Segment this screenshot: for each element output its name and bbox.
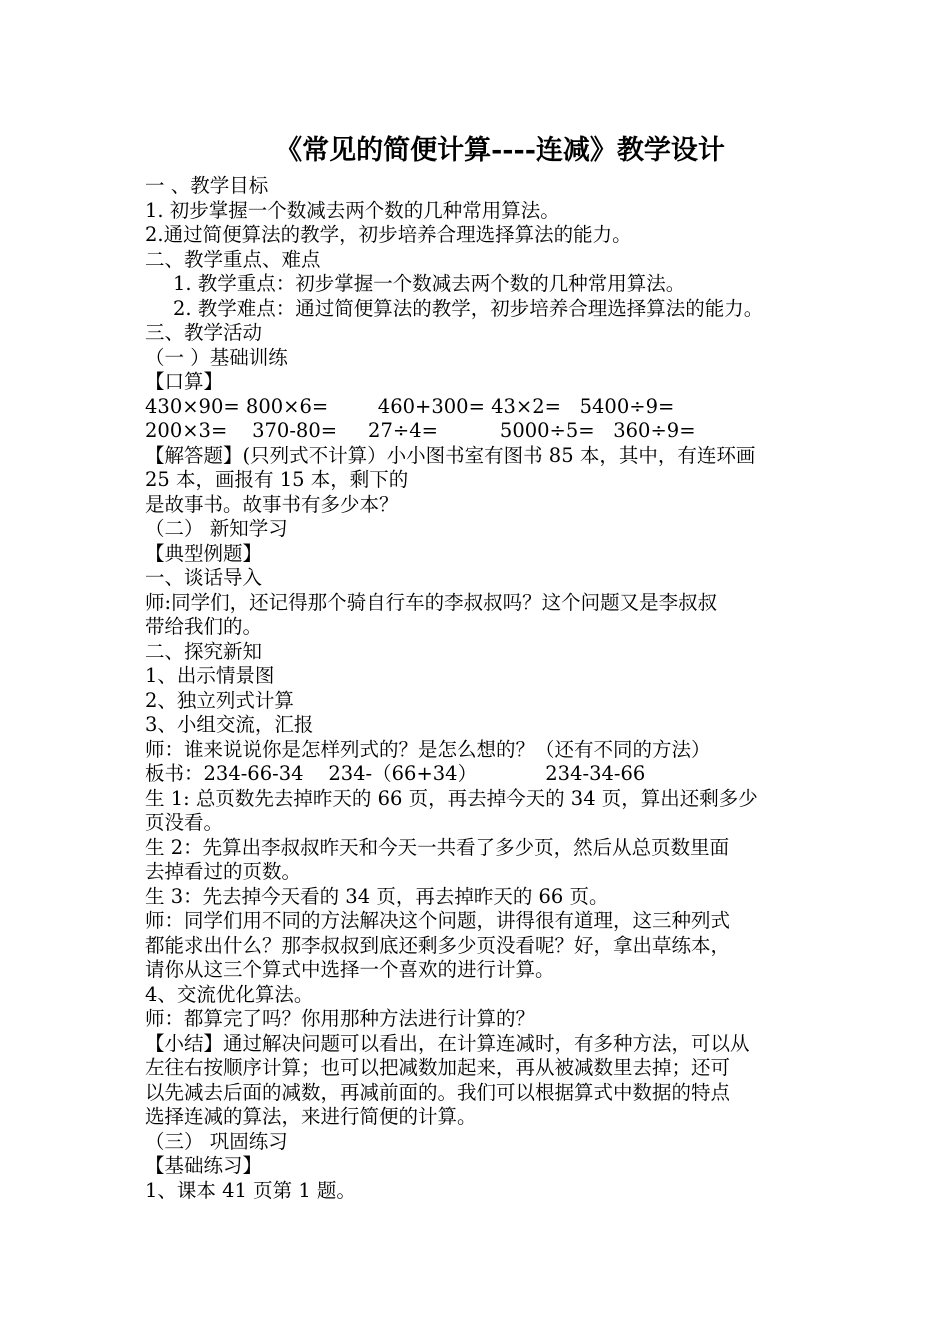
paragraph-line: 请你从这三个算式中选择一个喜欢的进行计算。 — [145, 958, 555, 981]
paragraph-line: 生 1: 总页数先去掉昨天的 66 页，再去掉今天的 34 页，算出还剩多少 — [145, 786, 758, 810]
arithmetic-line: 200×3= 370-80= 27÷4= 5000÷5= 360÷9= — [145, 419, 696, 442]
subsection-heading: （三） 巩固练习 — [145, 1129, 288, 1153]
paragraph-line: 2.通过简便算法的教学，初步培养合理选择算法的能力。 — [145, 223, 632, 246]
subsection-heading: （一 ）基础训练 — [145, 345, 288, 369]
document-body — [145, 174, 835, 1203]
paragraph-line: 1、出示情景图 — [145, 664, 275, 687]
bracket-heading: 【基础练习】 — [145, 1154, 263, 1177]
bracket-heading: 【口算】 — [145, 370, 224, 393]
section-heading: 二、教学重点、难点 — [145, 247, 321, 271]
subsection-heading: （二） 新知学习 — [145, 517, 288, 540]
paragraph-line: 2. 教学难点：通过简便算法的教学，初步培养合理选择算法的能力。 — [173, 296, 764, 320]
paragraph-line: 带给我们的。 — [145, 615, 263, 638]
paragraph-line: 以先减去后面的减数，再减前面的。我们可以根据算式中数据的特点 — [145, 1080, 731, 1104]
paragraph-line: 4、交流优化算法。 — [145, 982, 314, 1006]
bracket-heading: 【典型例题】 — [145, 541, 263, 565]
section-heading: 一、谈话导入 — [145, 566, 263, 589]
paragraph-line: 师：谁来说说你是怎样列式的？是怎么想的？（还有不同的方法） — [145, 737, 711, 761]
paragraph-line: 左往右按顺序计算；也可以把减数加起来，再从被减数里去掉；还可 — [145, 1056, 731, 1079]
paragraph-line: 生 3：先去掉今天看的 34 页，再去掉昨天的 66 页。 — [145, 884, 609, 908]
arithmetic-line: 板书：234-66-34 234-（66+34） 234-34-66 — [145, 762, 646, 785]
section-heading: 三、教学活动 — [145, 321, 263, 344]
paragraph-line: 【小结】通过解决问题可以看出，在计算连减时，有多种方法，可以从 — [145, 1031, 750, 1055]
paragraph-line: 师:同学们，还记得那个骑自行车的李叔叔吗？这个问题又是李叔叔 — [145, 590, 718, 614]
paragraph-line: 1. 初步掌握一个数减去两个数的几种常用算法。 — [145, 198, 560, 222]
paragraph-line: 页没看。 — [145, 811, 224, 834]
paragraph-line: 2、独立列式计算 — [145, 688, 294, 712]
paragraph-line: 1、课本 41 页第 1 题。 — [145, 1178, 356, 1202]
document-page — [145, 128, 835, 1203]
paragraph-line: 3、小组交流，汇报 — [145, 713, 314, 736]
paragraph-line: 选择连减的算法，来进行简便的计算。 — [145, 1105, 477, 1128]
paragraph-line: 都能求出什么？那李叔叔到底还剩多少页没看呢？好，拿出草练本， — [145, 933, 731, 957]
paragraph-line: 去掉看过的页数。 — [145, 860, 302, 883]
section-heading: 一 、教学目标 — [145, 174, 269, 197]
paragraph-line: 25 本，画报有 15 本，剩下的 — [145, 468, 409, 491]
paragraph-line: 师：都算完了吗？你用那种方法进行计算的？ — [145, 1007, 536, 1030]
paragraph-line: 【解答题】(只列式不计算）小小图书室有图书 85 本，其中，有连环画 — [145, 443, 756, 467]
paragraph-line: 是故事书。故事书有多少本？ — [145, 492, 399, 516]
document-title: 《常见的简便计算----连减》教学设计 — [275, 135, 725, 166]
paragraph-line: 师：同学们用不同的方法解决这个问题，讲得很有道理，这三种列式 — [145, 909, 731, 932]
paragraph-line: 生 2：先算出李叔叔昨天和今天一共看了多少页，然后从总页数里面 — [145, 835, 730, 859]
section-heading: 二、探究新知 — [145, 639, 263, 663]
arithmetic-line: 430×90= 800×6= 460+300= 43×2= 5400÷9= — [145, 394, 675, 418]
paragraph-line: 1. 教学重点：初步掌握一个数减去两个数的几种常用算法。 — [173, 272, 686, 295]
